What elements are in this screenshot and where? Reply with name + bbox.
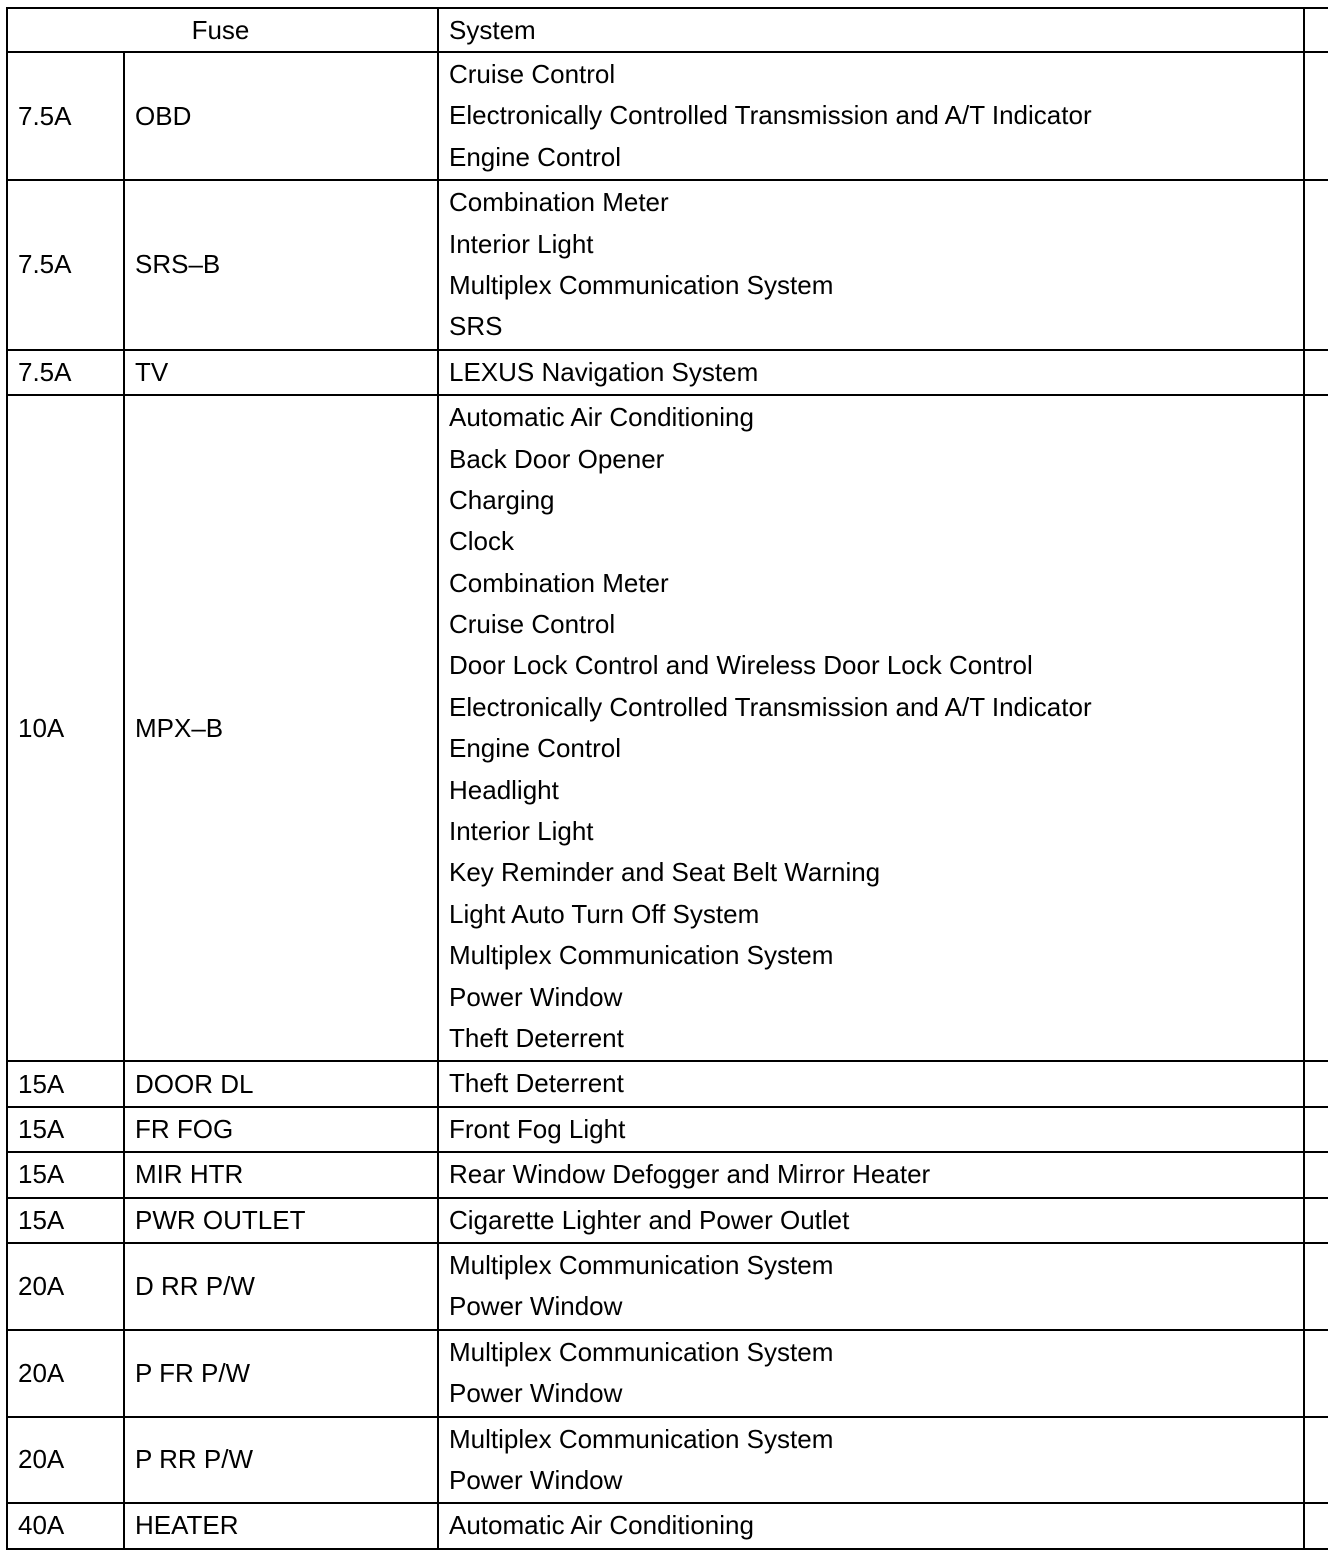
fuse-amperage: 40A [7, 1503, 124, 1548]
system-item: Combination Meter [449, 567, 669, 598]
table-row [7, 1330, 1328, 1417]
fuse-amperage: 20A [7, 1330, 124, 1417]
system-item: Door Lock Control and Wireless Door Lock Control [449, 650, 1033, 681]
system-item: Multiplex Communication System [449, 940, 834, 971]
system-item: Charging [449, 484, 555, 515]
fuse-name: PWR OUTLET [124, 1198, 438, 1243]
fuse-systems [438, 1503, 1304, 1548]
empty-cell [1304, 1198, 1328, 1243]
table-body [7, 52, 1328, 1549]
fuse-table [6, 7, 1328, 1550]
empty-cell [1304, 350, 1328, 395]
empty-cell [1304, 1061, 1328, 1106]
table-row [7, 395, 1328, 1061]
fuse-amperage: 20A [7, 1417, 124, 1504]
system-item: Multiplex Communication System [449, 1249, 834, 1280]
fuse-amperage: 10A [7, 395, 124, 1061]
system-item: Multiplex Communication System [449, 1423, 834, 1454]
fuse-amperage: 20A [7, 1243, 124, 1330]
system-item: Engine Control [449, 141, 621, 172]
system-item: Combination Meter [449, 187, 669, 218]
fuse-amperage: 15A [7, 1107, 124, 1152]
empty-cell [1304, 1243, 1328, 1330]
system-item: Front Fog Light [449, 1113, 626, 1144]
system-item: Theft Deterrent [449, 1022, 624, 1053]
table-row [7, 1503, 1328, 1548]
system-item: Theft Deterrent [449, 1068, 624, 1099]
fuse-systems [438, 1417, 1304, 1504]
table-row [7, 1107, 1328, 1152]
fuse-name: P RR P/W [124, 1417, 438, 1504]
system-item: Power Window [449, 981, 623, 1012]
system-item: Cruise Control [449, 59, 616, 89]
system-item: Multiplex Communication System [449, 1336, 834, 1367]
fuse-systems [438, 52, 1304, 180]
system-item: Electronically Controlled Transmission and A/T Indicator [449, 100, 1092, 131]
empty-cell [1304, 1107, 1328, 1152]
fuse-name: MIR HTR [124, 1152, 438, 1197]
system-item: Headlight [449, 774, 559, 805]
fuse-name: OBD [124, 52, 438, 180]
fuse-name: P FR P/W [124, 1330, 438, 1417]
table-row [7, 1152, 1328, 1197]
fuse-name: TV [124, 350, 438, 395]
system-item: Interior Light [449, 228, 594, 259]
system-item: Light Auto Turn Off System [449, 898, 760, 929]
system-item: Cruise Control [449, 609, 616, 640]
header-extra [1304, 8, 1328, 52]
header-fuse: Fuse [7, 8, 438, 52]
system-item: SRS [449, 311, 503, 342]
fuse-amperage: 7.5A [7, 350, 124, 395]
system-item: Back Door Opener [449, 443, 665, 474]
fuse-amperage: 15A [7, 1061, 124, 1106]
table-row [7, 1061, 1328, 1106]
fuse-systems [438, 1107, 1304, 1152]
table-row [7, 1243, 1328, 1330]
fuse-amperage: 15A [7, 1152, 124, 1197]
fuse-systems [438, 395, 1304, 1061]
fuse-name: HEATER [124, 1503, 438, 1548]
fuse-systems [438, 180, 1304, 350]
system-item: Power Window [449, 1291, 623, 1322]
system-item: Rear Window Defogger and Mirror Heater [449, 1159, 931, 1190]
header-system: System [438, 8, 1304, 52]
table-row [7, 350, 1328, 395]
fuse-amperage: 7.5A [7, 180, 124, 350]
table-row [7, 180, 1328, 350]
fuse-systems [438, 1061, 1304, 1106]
fuse-systems [438, 350, 1304, 395]
table-row [7, 1417, 1328, 1504]
fuse-name: DOOR DL [124, 1061, 438, 1106]
system-item: Engine Control [449, 733, 621, 764]
system-item: Interior Light [449, 816, 594, 847]
fuse-systems [438, 1198, 1304, 1243]
fuse-amperage: 15A [7, 1198, 124, 1243]
table-row [7, 52, 1328, 180]
system-item: Clock [449, 526, 515, 557]
table-row [7, 1198, 1328, 1243]
system-item: Cigarette Lighter and Power Outlet [449, 1204, 850, 1235]
fuse-systems [438, 1243, 1304, 1330]
fuse-amperage: 7.5A [7, 52, 124, 180]
system-item: LEXUS Navigation System [449, 356, 759, 387]
empty-cell [1304, 1417, 1328, 1504]
empty-cell [1304, 180, 1328, 350]
fuse-name: FR FOG [124, 1107, 438, 1152]
system-item: Multiplex Communication System [449, 269, 834, 300]
empty-cell [1304, 52, 1328, 180]
fuse-name: SRS–B [124, 180, 438, 350]
empty-cell [1304, 1503, 1328, 1548]
fuse-name: MPX–B [124, 395, 438, 1061]
empty-cell [1304, 395, 1328, 1061]
fuse-systems [438, 1152, 1304, 1197]
empty-cell [1304, 1330, 1328, 1417]
system-item: Power Window [449, 1464, 623, 1495]
fuse-systems [438, 1330, 1304, 1417]
header-row [7, 8, 1328, 52]
system-item: Key Reminder and Seat Belt Warning [449, 857, 881, 888]
system-item: Power Window [449, 1378, 623, 1409]
system-item: Electronically Controlled Transmission and A/T Indicator [449, 691, 1092, 722]
empty-cell [1304, 1152, 1328, 1197]
system-item: Automatic Air Conditioning [449, 402, 754, 433]
fuse-name: D RR P/W [124, 1243, 438, 1330]
system-item: Automatic Air Conditioning [449, 1510, 754, 1541]
